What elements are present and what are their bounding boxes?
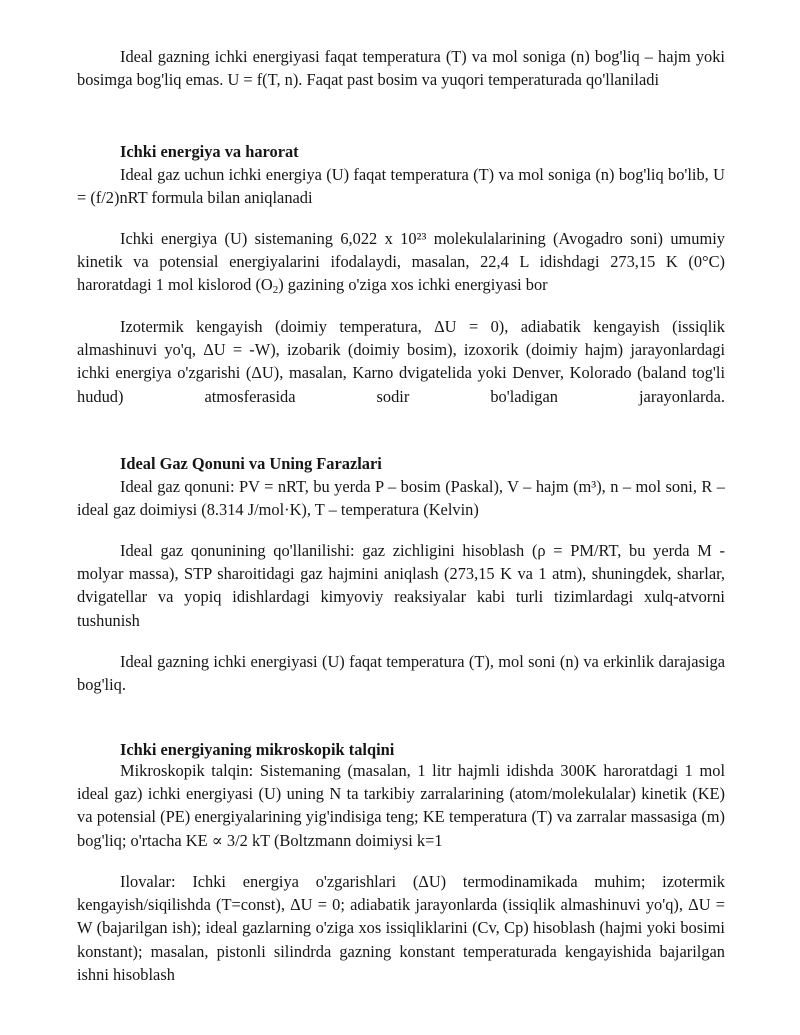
subscript-oxygen: 2 [272, 284, 279, 297]
paragraph-ideal-gas-internal-energy: Ideal gazning ichki energiyasi faqat temperatura (T) va mol soniga (n) bog'liq – hajm yoki bosimga bog'liq emas. U = f(T, n). Faqat past bosim va yuqori temperaturada qo'llaniladi [77, 47, 725, 90]
paragraph-internal-energy-formula: Ideal gaz uchun ichki energiya (U) faqat temperatura (T) va mol soniga (n) bog'liq bo'lib, U = (f/2)nRT formula bilan aniqlanadi [77, 165, 725, 208]
heading-ideal-gas-law: Ideal Gaz Qonuni va Uning Farazlari [120, 454, 382, 473]
paragraph-applications: Ilovalar: Ichki energiya o'zgarishlari (ΔU) termodinamikada muhim; izotermik kengayish/siqilishda (T=const), ΔU = 0; adiabatik jarayonlarda (issiqlik almashinuvi yo'q), ΔU = W (bajarilgan ish); ideal gazlarning o'ziga xos issiqliklarini (Cv, Cp) hisoblash (hajmi yoki bosimi konstant); masalan, pistonli silindrda gazning konstant temperaturada kengayishida bajarilgan ishni hisoblash [77, 872, 725, 984]
paragraph-degrees-of-freedom: Ideal gazning ichki energiyasi (U) faqat temperatura (T), mol soni (n) va erkinlik darajasiga bog'liq. [77, 652, 725, 695]
paragraph-ideal-gas-law-applications: Ideal gaz qonunining qo'llanilishi: gaz zichligini hisoblash (ρ = PM/RT, bu yerda M - molyar massa), STP sharoitidagi gaz hajmini aniqlash (273,15 K va 1 atm), shuningdek, sharlar, dvigatellar va yopiq idishlardagi kimyoviy reaksiyalar kabi turli tizimlardagi xulq-atvorni tushunish [77, 541, 725, 630]
heading-microscopic-interpretation: Ichki energiyaning mikroskopik talqini [120, 740, 395, 759]
heading-internal-energy-temperature: Ichki energiya va harorat [120, 142, 299, 161]
paragraph-ideal-gas-law: Ideal gaz qonuni: PV = nRT, bu yerda P – bosim (Paskal), V – hajm (m³), n – mol soni, R – ideal gaz doimiysi (8.314 J/mol·K), T – temperatura (Kelvin) [77, 477, 725, 520]
paragraph-microscopic-interpretation: Mikroskopik talqin: Sistemaning (masalan, 1 litr hajmli idishda 300K haroratdagi 1 mol ideal gaz) ichki energiyasi (U) uning N ta tarkibiy zarralarining (atom/molekulalar) kinetik (KE) va potensial (PE) energiyalarining yig'indisiga teng; KE temperatura (T) va zarralar massasiga (m) bog'liq; o'rtacha KE ∝ 3/2 kT (Boltzmann doimiysi k=1 [77, 761, 725, 850]
paragraph-avogadro-internal-energy [77, 227, 725, 297]
paragraph-text: Ichki energiya (U) sistemaning 6,022 x 10²³ molekulalarining (Avogadro soni) umumiy kinetik va potensial energiyalarini ifodalaydi, masalan, 22,4 L idishdagi 273,15 K (0°C) haroratdagi 1 mol kislorod (O [77, 229, 725, 295]
paragraph-text-end: ) gazining o'ziga xos ichki energiyasi bor [278, 275, 548, 295]
paragraph-thermodynamic-processes: Izotermik kengayish (doimiy temperatura, ΔU = 0), adiabatik kengayish (issiqlik almashinuvi yo'q, ΔU = -W), izobarik (doimiy bosim), izoxorik (doimiy hajm) jarayonlardagi ichki energiya o'zgarishi (ΔU), masalan, Karno dvigatelida yoki Denver, Kolorado (baland tog'li hudud) atmosferasida sodir bo'ladigan jarayonlarda. [77, 317, 725, 406]
